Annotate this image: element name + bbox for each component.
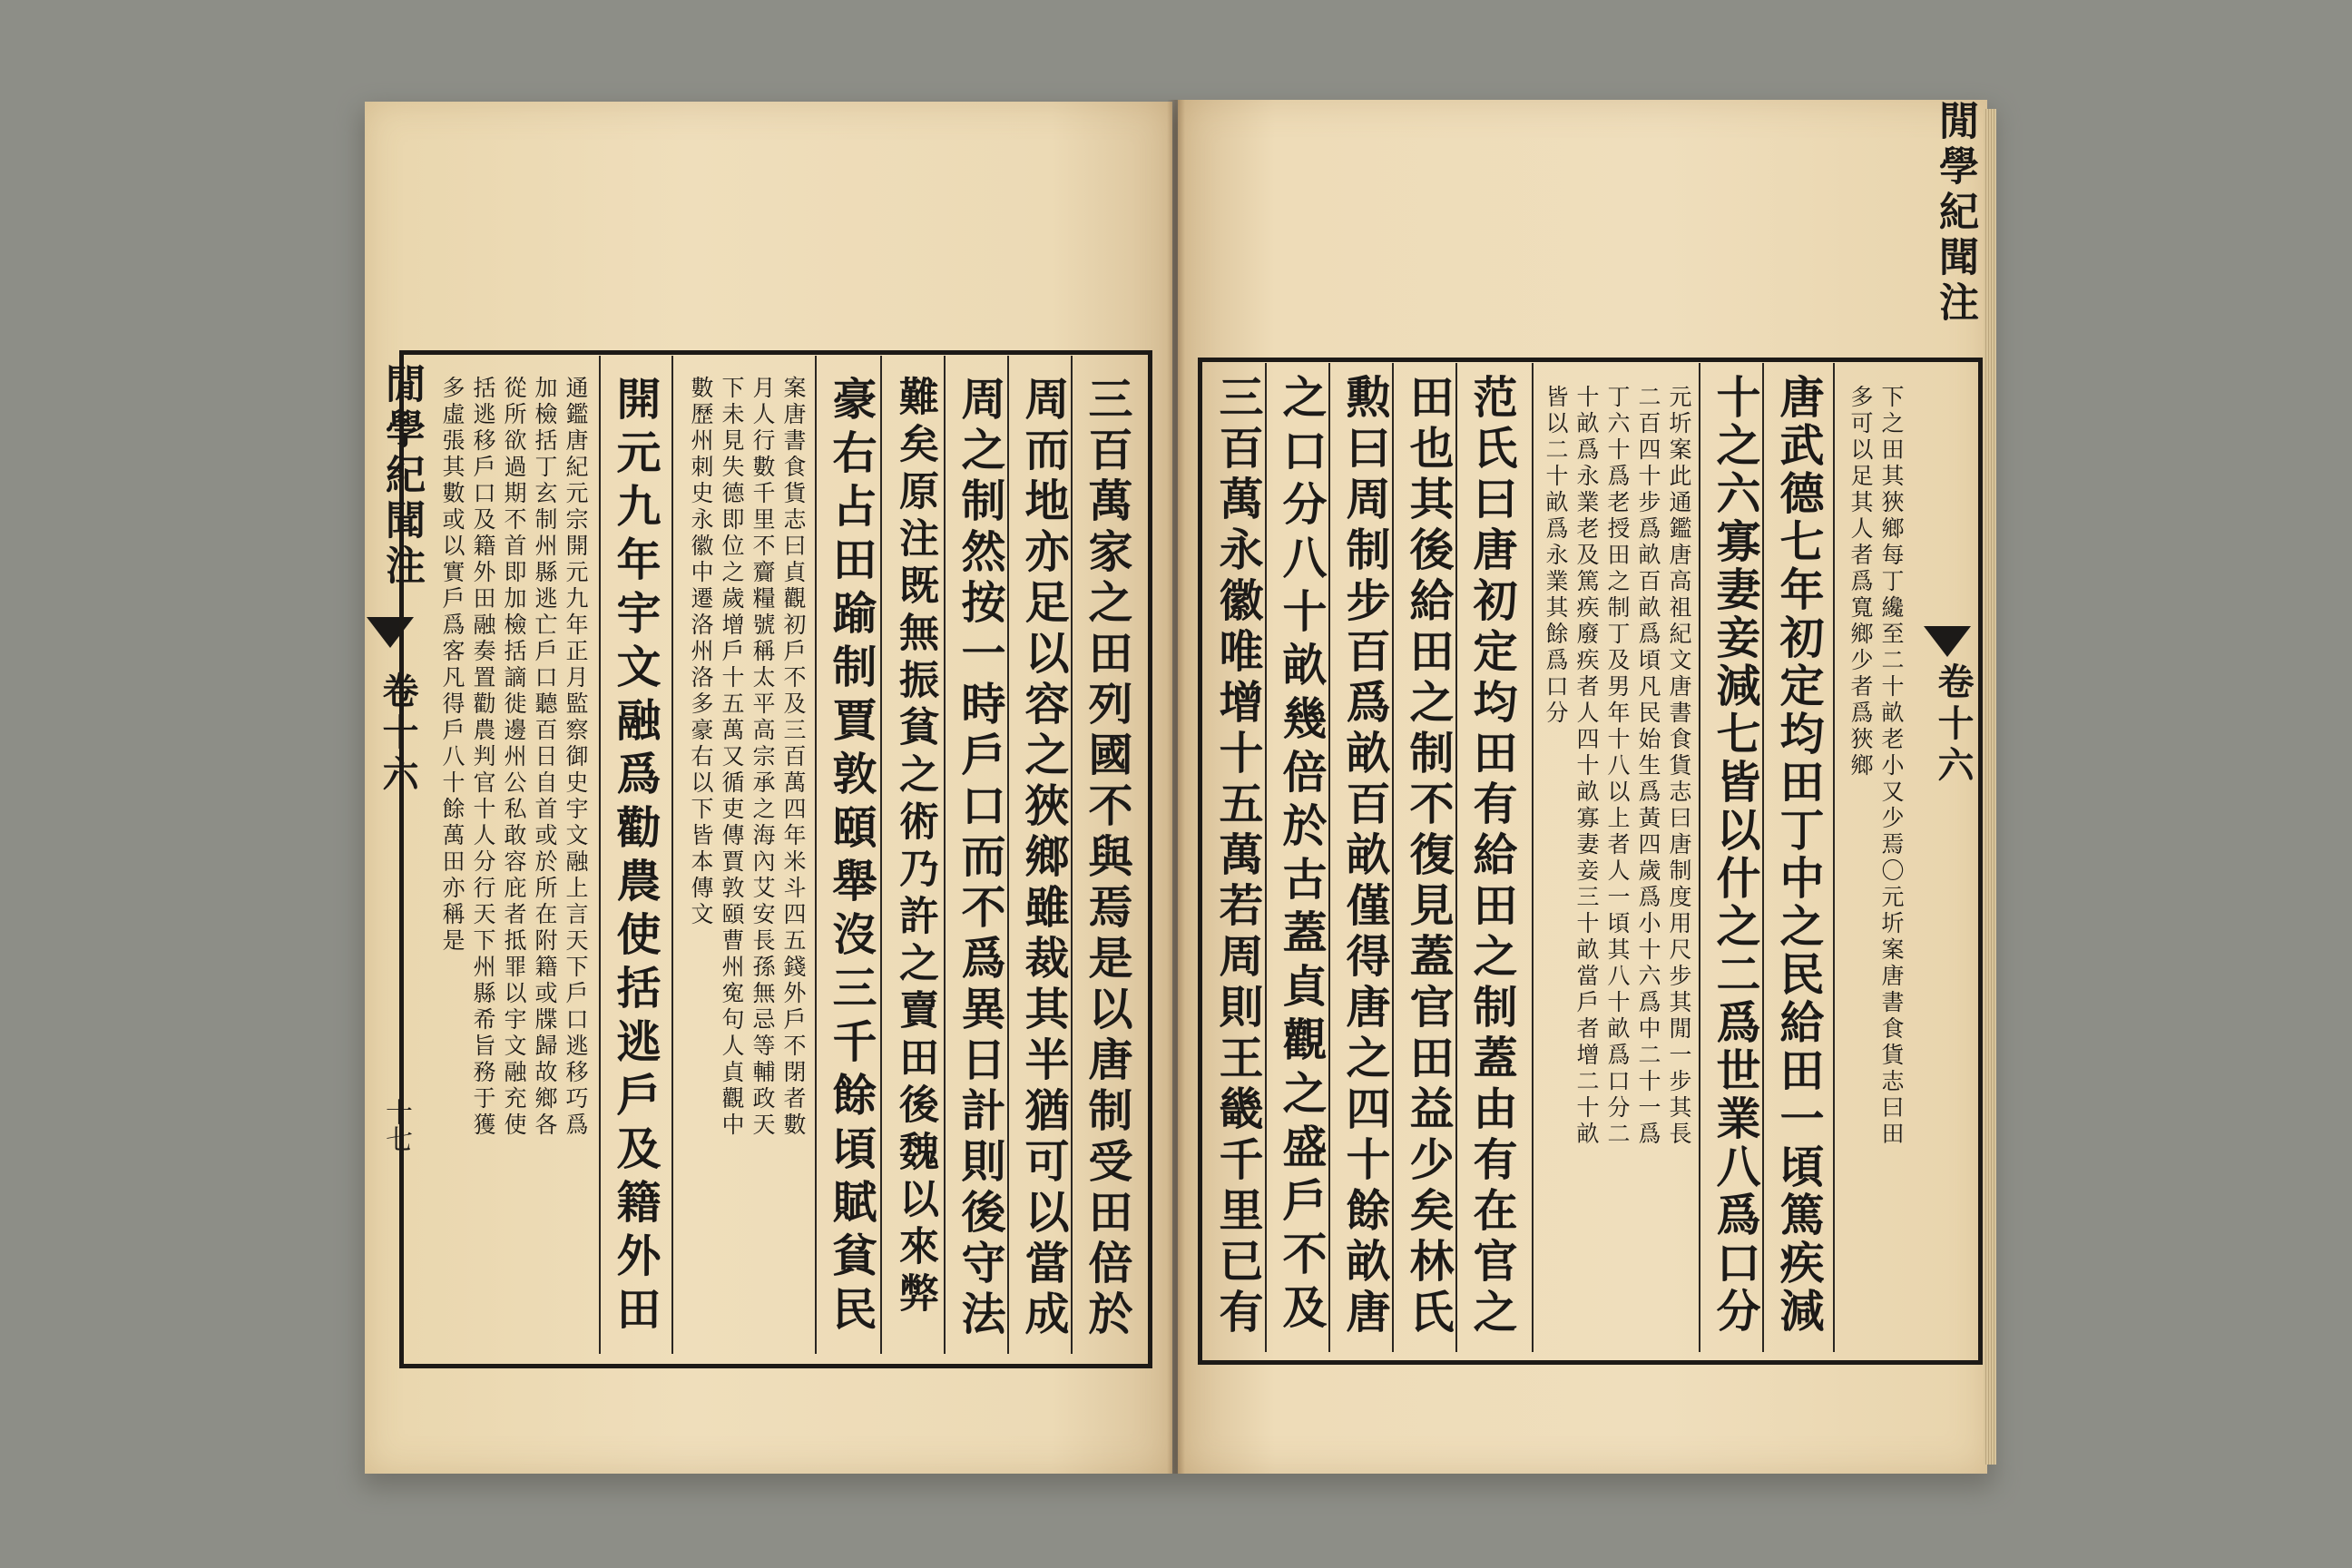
right-column-rule — [1762, 363, 1764, 1352]
book-gutter — [1167, 100, 1185, 1474]
left-col-4: 難矣原注既無振貧之術乃許之賣田後魏以來弊 — [892, 376, 938, 1319]
left-column-rule — [815, 356, 817, 1354]
right-margin-volume: 卷十六 — [1932, 662, 1975, 788]
right-col-5: 元圻案此通鑑唐高祖紀文唐書食貨志曰唐制度用尺步其閒一步其長 — [1666, 385, 1692, 1148]
right-column-rule — [1265, 363, 1267, 1352]
left-margin-title: 閒學紀聞注 — [378, 363, 425, 590]
left-col-12: 加檢括丁玄制州縣逃亡戶口聽百日自首或於所在附籍或牒歸故鄉各 — [532, 376, 558, 1139]
right-col-1: 下之田其狹鄉每丁纔至二十畝老小又少焉〇元圻案唐書食貨志曰田 — [1878, 385, 1905, 1148]
right-margin-title: 閒學紀聞注 — [1932, 100, 1978, 327]
right-col-6: 二百四十步爲畝百畝爲頃凡民始生爲黃四歲爲小十六爲中二十一爲 — [1635, 385, 1661, 1148]
left-col-7: 月人行數千里不齎糧號稱太平高宗承之海內艾安長孫無忌等輔政天 — [750, 376, 776, 1139]
right-col-3: 唐武德七年初定均田丁中之民給田一頃篤疾減 — [1773, 374, 1826, 1336]
right-col-10: 范氏曰唐初定均田有給田之制蓋由有在官之 — [1466, 374, 1519, 1339]
left-col-6: 案唐書食貨志曰貞觀初戶不及三百萬四年米斗四五錢外戶不閉者數 — [780, 376, 807, 1139]
left-col-1: 三百萬家之田列國不與焉是以唐制受田倍於 — [1082, 376, 1134, 1341]
left-col-3: 周之制然按一時戶口而不爲異日計則後守法 — [955, 376, 1007, 1341]
left-col-9: 數歷州刺史永徽中遷洛州洛多豪右以下皆本傳文 — [688, 376, 714, 928]
right-fishtail-icon — [1924, 626, 1971, 657]
left-col-11: 通鑑唐紀元宗開元九年正月監察御史宇文融上言天下戶口逃移巧爲 — [563, 376, 589, 1139]
left-col-14: 括逃移戶口及籍外田融奏置勸農判官十人分行天下州縣希旨務于獲 — [470, 376, 496, 1139]
left-column-rule — [880, 356, 882, 1354]
left-margin-volume: 卷十六 — [377, 671, 419, 797]
left-column-rule — [1071, 356, 1073, 1354]
left-col-8: 下未見失德即位之歲增戶十五萬又循吏傳賈敦頤曹州寃句人貞觀中 — [719, 376, 745, 1139]
right-col-12: 勲曰周制步百爲畝百畝僅得唐之四十餘畝唐 — [1339, 374, 1392, 1339]
left-folio: 十七 — [380, 1098, 412, 1152]
right-col-13: 之口分八十畝幾倍於古蓋貞觀之盛戶不及 — [1276, 374, 1328, 1338]
left-col-2: 周而地亦足以容之狹鄉雖裁其半猶可以當成 — [1018, 376, 1071, 1341]
right-col-9: 皆以二十畝爲永業其餘爲口分 — [1543, 385, 1569, 727]
right-column-rule — [1392, 363, 1394, 1352]
right-col-4: 十之六寡妻妾減七皆以什之二爲世業八爲口分 — [1710, 374, 1762, 1336]
right-col-11: 田也其後給田之制不復見蓋官田益少矣林氏 — [1403, 374, 1455, 1339]
left-column-rule — [599, 356, 601, 1354]
left-column-rule — [671, 356, 673, 1354]
right-col-8: 十畝爲永業老及篤疾廢疾者人四十畝寡妻妾三十畝當戶者增二十畝 — [1573, 385, 1600, 1148]
left-col-10: 開元九年宇文融爲勸農使括逃戶及籍外田 — [610, 376, 662, 1339]
right-col-2: 多可以足其人者爲寬鄉少者爲狹鄉 — [1847, 385, 1874, 779]
right-column-rule — [1328, 363, 1330, 1352]
right-column-rule — [1532, 363, 1534, 1352]
right-col-7: 丁六十爲老授田之制丁及男年十八以上者人一頃其八十畝爲口分二 — [1604, 385, 1631, 1148]
right-column-rule — [1455, 363, 1457, 1352]
left-col-13: 從所欲過期不首即加檢括謫徙邊州公私敢容庇者抵罪以宇文融充使 — [501, 376, 527, 1139]
right-column-rule — [1833, 363, 1835, 1352]
left-col-5: 豪右占田踰制賈敦頤舉沒三千餘頃賦貧民 — [826, 376, 878, 1339]
left-column-rule — [944, 356, 946, 1354]
left-column-rule — [1007, 356, 1009, 1354]
right-column-rule — [1699, 363, 1700, 1352]
right-col-14: 三百萬永徽唯增十五萬若周則王畿千里已有 — [1212, 374, 1265, 1339]
page-edge — [1984, 109, 1996, 1465]
left-col-15: 多虛張其數或以實戶爲客凡得戶八十餘萬田亦稱是 — [439, 376, 466, 955]
